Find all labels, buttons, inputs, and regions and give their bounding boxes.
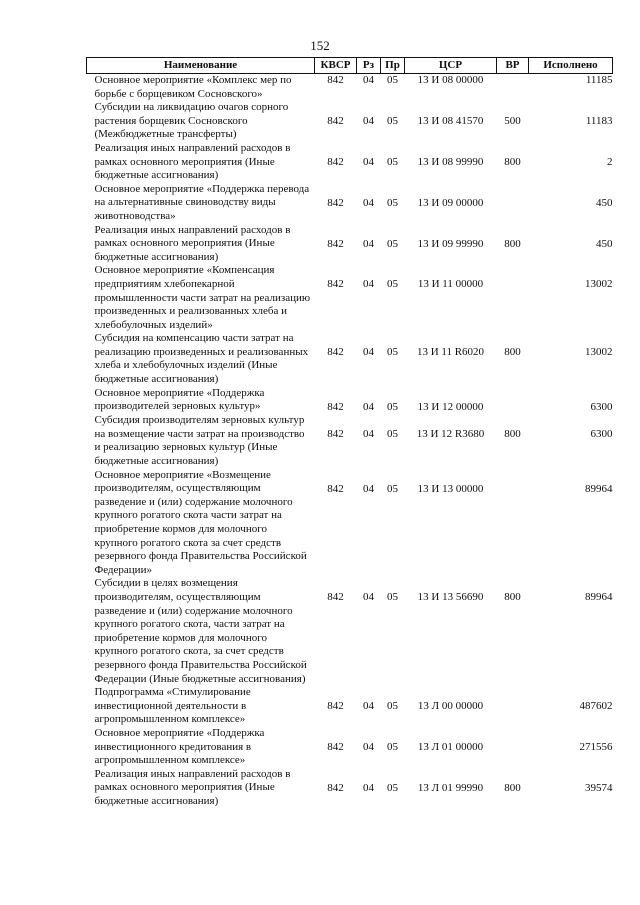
cell-csr: 13 И 08 41570 xyxy=(417,115,484,128)
cell-csr: 13 Л 01 99990 xyxy=(417,781,484,794)
table-row xyxy=(87,224,613,265)
cell-kvsr: 842 xyxy=(327,740,344,753)
cell-pr: 05 xyxy=(387,196,398,209)
column-header-sum: Исполнено xyxy=(529,58,613,74)
cell-vr xyxy=(497,686,529,727)
cell-kvsr: 842 xyxy=(327,278,344,291)
cell-pr: 05 xyxy=(387,700,398,713)
table-row xyxy=(87,577,613,686)
table-row xyxy=(87,142,613,183)
table-row xyxy=(87,414,613,468)
cell-sum: 39574 xyxy=(585,781,613,794)
cell-pr: 05 xyxy=(387,346,398,359)
cell-csr: 13 И 09 00000 xyxy=(417,196,484,209)
cell-sum: 2 xyxy=(607,155,613,168)
column-header-pr: Пр xyxy=(381,58,405,74)
cell-kvsr: 842 xyxy=(327,115,344,128)
cell-rz: 04 xyxy=(363,400,374,413)
cell-rz: 04 xyxy=(363,740,374,753)
cell-csr: 13 Л 00 00000 xyxy=(417,700,484,713)
cell-name: Основное мероприятие «Компенсация предприятиям хлебопекарной промышленности части затрат на реализацию произведенных и реализованных хлеба и хлебобулочных изделий» xyxy=(94,264,311,331)
column-header-rz: Рз xyxy=(357,58,381,74)
cell-name: Реализация иных направлений расходов в рамках основного мероприятия (Иные бюджетные ассигнования) xyxy=(94,767,291,807)
table-row xyxy=(87,332,613,386)
cell-vr xyxy=(497,264,529,332)
cell-rz: 04 xyxy=(363,346,374,359)
budget-table xyxy=(86,57,613,808)
cell-kvsr: 842 xyxy=(327,155,344,168)
cell-vr xyxy=(497,387,529,415)
table-header-row xyxy=(87,58,613,74)
column-header-name: Наименование xyxy=(87,58,315,74)
cell-pr: 05 xyxy=(387,278,398,291)
table-row xyxy=(87,74,613,102)
cell-rz: 04 xyxy=(363,482,374,495)
cell-pr: 05 xyxy=(387,428,398,441)
cell-csr: 13 И 08 00000 xyxy=(417,74,484,86)
cell-name: Субсидии в целях возмещения производителям, осуществляющим разведение и (или) содержание молочного крупного рогатого скота, части затрат на приобретение кормов для молочного крупного рогатого скота, за счет средств резервного фонда Правительства Российской Федерации (Иные бюджетные ассигнования) xyxy=(94,577,307,685)
cell-rz: 04 xyxy=(363,278,374,291)
cell-kvsr: 842 xyxy=(327,237,344,250)
cell-csr: 13 И 13 00000 xyxy=(417,482,484,495)
cell-name: Реализация иных направлений расходов в рамках основного мероприятия (Иные бюджетные ассигнования) xyxy=(94,223,291,263)
cell-csr: 13 И 11 00000 xyxy=(417,278,484,291)
table-row xyxy=(87,387,613,415)
cell-vr: 800 xyxy=(504,781,521,794)
cell-kvsr: 842 xyxy=(327,428,344,441)
cell-sum: 89964 xyxy=(585,591,613,604)
cell-sum: 450 xyxy=(596,196,613,209)
cell-sum: 89964 xyxy=(585,482,613,495)
cell-sum: 13002 xyxy=(585,346,613,359)
cell-csr: 13 И 12 00000 xyxy=(417,400,484,413)
cell-vr: 800 xyxy=(504,346,521,359)
cell-sum: 13002 xyxy=(585,278,613,291)
cell-rz: 04 xyxy=(363,196,374,209)
cell-vr xyxy=(497,183,529,224)
cell-name: Основное мероприятие «Поддержка производителей зерновых культур» xyxy=(94,386,265,413)
cell-name: Субсидия производителям зерновых культур на возмещение части затрат на производство и реализацию зерновых культур (Иные бюджетные ассигнования) xyxy=(94,414,305,468)
cell-csr: 13 И 13 56690 xyxy=(417,591,484,604)
cell-sum: 6300 xyxy=(590,400,613,413)
cell-kvsr: 842 xyxy=(327,400,344,413)
cell-kvsr: 842 xyxy=(327,74,344,86)
cell-rz: 04 xyxy=(363,428,374,441)
cell-name: Реализация иных направлений расходов в рамках основного мероприятия (Иные бюджетные ассигнования) xyxy=(94,141,291,182)
cell-vr xyxy=(497,727,529,768)
cell-rz: 04 xyxy=(363,591,374,604)
cell-pr: 05 xyxy=(387,400,398,413)
cell-sum: 11183 xyxy=(585,115,613,128)
cell-rz: 04 xyxy=(363,237,374,250)
cell-csr: 13 Л 01 00000 xyxy=(417,740,484,753)
cell-sum: 487602 xyxy=(579,700,613,713)
column-header-kvsr: КВСР xyxy=(315,58,357,74)
cell-pr: 05 xyxy=(387,740,398,753)
cell-vr xyxy=(497,469,529,578)
cell-csr: 13 И 12 R3680 xyxy=(416,428,485,441)
cell-pr: 05 xyxy=(387,781,398,794)
table-row xyxy=(87,101,613,142)
table-row xyxy=(87,768,613,809)
cell-rz: 04 xyxy=(363,700,374,713)
table-row xyxy=(87,264,613,332)
table-row xyxy=(87,686,613,727)
cell-rz: 04 xyxy=(363,781,374,794)
column-header-csr: ЦСР xyxy=(405,58,497,74)
table-row xyxy=(87,469,613,578)
cell-vr xyxy=(497,74,529,102)
cell-name: Субсидия на компенсацию части затрат на реализацию произведенных и реализованных хлеба и хлебобулочных изделий (Иные бюджетные ассигнования) xyxy=(94,332,309,386)
cell-rz: 04 xyxy=(363,74,374,86)
cell-name: Основное мероприятие «Поддержка инвестиционного кредитования в агропромышленном комплексе» xyxy=(94,726,265,767)
cell-csr: 13 И 11 R6020 xyxy=(416,346,485,359)
cell-pr: 05 xyxy=(387,155,398,168)
cell-pr: 05 xyxy=(387,115,398,128)
cell-kvsr: 842 xyxy=(327,591,344,604)
cell-kvsr: 842 xyxy=(327,482,344,495)
cell-sum: 6300 xyxy=(590,428,613,441)
cell-pr: 05 xyxy=(387,237,398,250)
cell-rz: 04 xyxy=(363,115,374,128)
cell-rz: 04 xyxy=(363,155,374,168)
cell-vr: 800 xyxy=(504,591,521,604)
cell-kvsr: 842 xyxy=(327,196,344,209)
cell-sum: 450 xyxy=(596,237,613,250)
cell-kvsr: 842 xyxy=(327,346,344,359)
cell-name: Подпрограмма «Стимулирование инвестиционной деятельности в агропромышленном комплексе» xyxy=(94,686,251,726)
cell-vr: 800 xyxy=(504,155,521,168)
cell-pr: 05 xyxy=(387,74,398,86)
cell-name: Основное мероприятие «Возмещение производителям, осуществляющим разведение и (или) содержание молочного крупного рогатого скота части затрат на приобретение кормов для молочного крупного рогатого скота за счет средств резервного фонда Правительства Российской Федерации» xyxy=(94,468,307,576)
cell-sum: 11185 xyxy=(585,74,613,86)
cell-kvsr: 842 xyxy=(327,700,344,713)
cell-pr: 05 xyxy=(387,482,398,495)
cell-csr: 13 И 08 99990 xyxy=(417,155,484,168)
column-header-vr: ВР xyxy=(497,58,529,74)
cell-name: Основное мероприятие «Поддержка перевода на альтернативные свиноводству виды животноводства» xyxy=(94,182,310,222)
cell-sum: 271556 xyxy=(579,740,613,753)
cell-vr: 800 xyxy=(504,428,521,441)
page-number: 152 xyxy=(310,38,330,53)
cell-name: Основное мероприятие «Комплекс мер по борьбе с борщевиком Сосновского» xyxy=(94,74,292,100)
cell-vr: 500 xyxy=(504,115,521,128)
cell-pr: 05 xyxy=(387,591,398,604)
table-row xyxy=(87,727,613,768)
cell-csr: 13 И 09 99990 xyxy=(417,237,484,250)
table-row xyxy=(87,183,613,224)
cell-kvsr: 842 xyxy=(327,781,344,794)
cell-vr: 800 xyxy=(504,237,521,250)
cell-name: Субсидии на ликвидацию очагов сорного растения борщевик Сосновского (Межбюджетные трансферты) xyxy=(94,101,289,141)
